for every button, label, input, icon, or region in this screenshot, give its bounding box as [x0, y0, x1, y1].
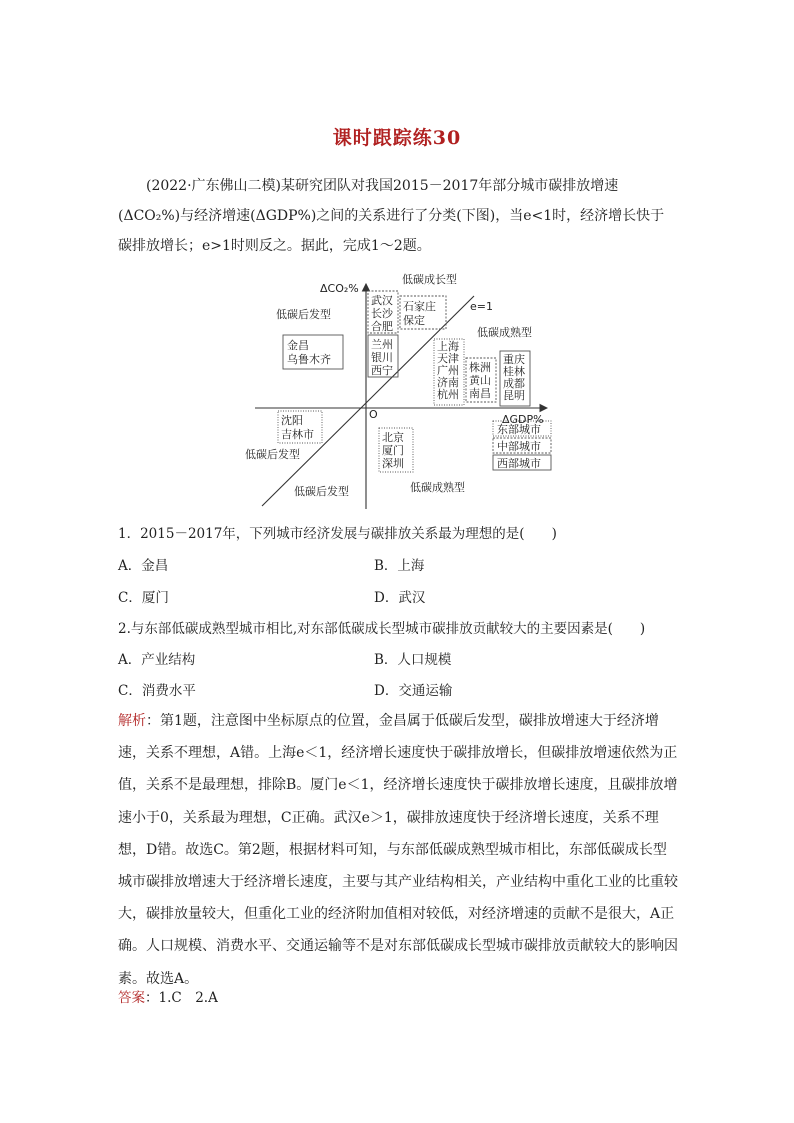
city-label: 吉林市	[281, 428, 314, 441]
city-label: 长沙	[371, 307, 393, 320]
city-label: 深圳	[382, 457, 404, 470]
question-1-option-d: D．武汉	[374, 590, 426, 606]
region-label-bottom-right: 低碳成熟型	[410, 481, 465, 494]
origin-label: O	[369, 408, 378, 421]
analysis-paragraph	[118, 705, 680, 995]
question-2-option-a: A．产业结构	[118, 652, 196, 668]
question-1-stem: 1．2015－2017年，下列城市经济发展与碳排放关系最为理想的是( )	[118, 526, 557, 542]
analysis-label: 解析	[118, 713, 146, 729]
intro-paragraph: (2022·广东佛山二模)某研究团队对我国2015－2017年部分城市碳排放增速(ΔCO₂%)与经济增速(ΔGDP%)之间的关系进行了分类(下图)，当e<1时，经济增长快于碳排放增长；e>1时则反之。据此，完成1～2题。	[118, 178, 665, 254]
city-label: 昆明	[503, 389, 525, 402]
city-label: 北京	[382, 431, 404, 444]
city-label: 南昌	[469, 387, 491, 400]
question-2-option-c: C．消费水平	[118, 683, 196, 699]
city-label: 桂林	[503, 365, 525, 378]
region-label-right-upper: 低碳成熟型	[477, 326, 532, 339]
page-title: 课时跟踪练30	[332, 127, 462, 149]
city-label: 黄山	[469, 374, 491, 387]
e-line-label: e=1	[470, 300, 493, 313]
region-label-top-left: 低碳后发型	[276, 308, 331, 321]
city-label: 乌鲁木齐	[287, 353, 331, 366]
legend-west: 西部城市	[497, 457, 541, 470]
city-label: 保定	[403, 314, 425, 327]
city-label: 杭州	[437, 388, 459, 401]
answer-label: 答案	[118, 990, 145, 1006]
city-label: 广州	[437, 364, 459, 377]
city-label: 厦门	[382, 444, 404, 457]
city-label: 石家庄	[403, 300, 436, 313]
region-label-top-center: 低碳成长型	[402, 273, 457, 286]
city-label: 株洲	[469, 361, 491, 374]
e-equals-1-line	[262, 296, 474, 506]
city-label: 沈阳	[281, 414, 303, 427]
question-1-option-b: B．上海	[374, 558, 425, 574]
legend-east: 东部城市	[497, 423, 541, 436]
city-label: 金昌	[287, 339, 309, 352]
classification-diagram	[240, 266, 570, 512]
question-2-option-b: B．人口规模	[374, 652, 452, 668]
city-label: 银川	[371, 351, 393, 364]
city-label: 成都	[503, 377, 525, 390]
answer-text: ：1.C 2.A	[145, 990, 218, 1006]
answer-line	[118, 986, 218, 1006]
city-label: 合肥	[371, 320, 393, 333]
question-1-option-c: C．厦门	[118, 590, 169, 606]
region-label-left-lower: 低碳后发型	[245, 448, 300, 461]
question-2-option-d: D．交通运输	[374, 683, 453, 699]
city-label: 兰州	[371, 338, 393, 351]
region-label-bottom-center: 低碳后发型	[294, 485, 349, 498]
city-label: 济南	[437, 376, 459, 389]
question-2-stem: 2.与东部低碳成熟型城市相比,对东部低碳成长型城市碳排放贡献较大的主要因素是( )	[118, 621, 646, 637]
question-1-option-a: A．金昌	[118, 558, 169, 574]
city-label: 西宁	[371, 364, 393, 377]
city-label: 上海	[437, 340, 459, 353]
city-label: 武汉	[371, 294, 393, 307]
legend-central: 中部城市	[497, 440, 541, 453]
y-axis-label: ΔCO₂%	[320, 282, 359, 295]
city-label: 重庆	[503, 353, 525, 366]
analysis-text: ：第1题，注意图中坐标原点的位置，金昌属于低碳后发型，碳排放增速大于经济增速，关系不理想，A错。上海e＜1，经济增长速度快于碳排放增长，但碳排放增速依然为正值，关系不是最理想，排除B。厦门e＜1，经济增长速度快于碳排放增长速度，且碳排放增速小于0，关系最为理想，C正确。武汉e＞1，碳排放速度快于经济增长速度，关系不理想，D错。故选C。第2题，根据材料可知，与东部低碳成熟型城市相比，东部低碳成长型城市碳排放增速大于经济增长速度，主要与其产业结构相关，产业结构中重化工业的比重较大，碳排放量较大，但重化工业的经济附加值相对较低，对经济增速的贡献不是很大，A正确。人口规模、消费水平、交通运输等不是对东部低碳成长型城市碳排放贡献较大的影响因素。故选A。	[118, 713, 678, 987]
x-axis-label: ΔGDP%	[502, 413, 544, 426]
city-label: 天津	[437, 352, 459, 365]
